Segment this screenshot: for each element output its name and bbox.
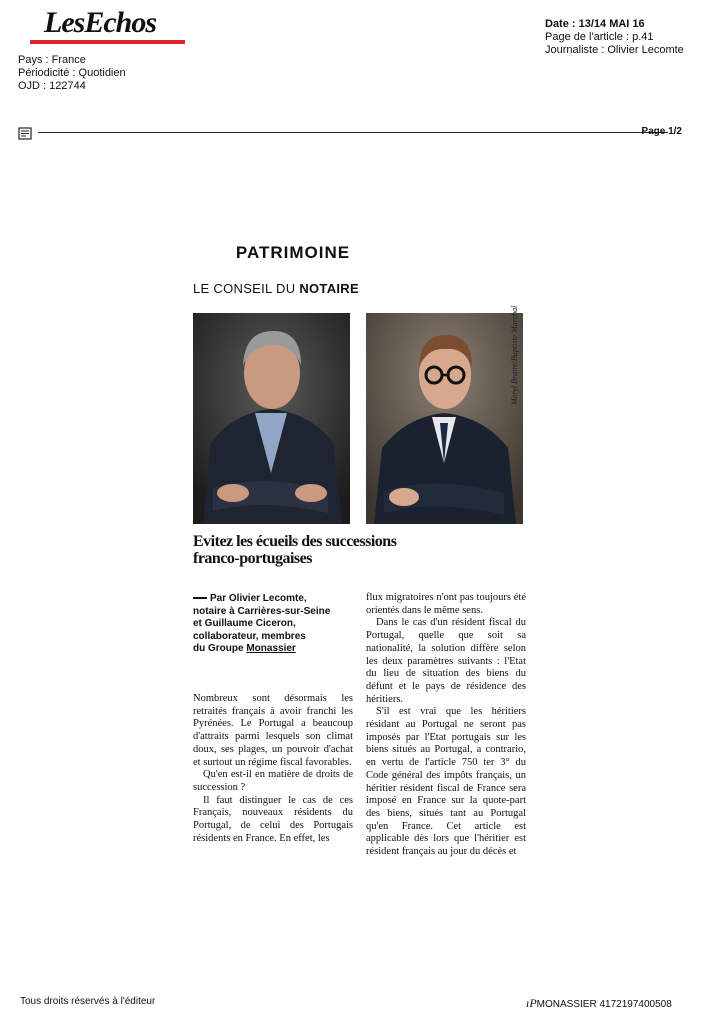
portrait-illustration-2 [366,313,523,524]
byline [193,593,353,656]
article-page: Page de l'article : p.41 [545,31,654,43]
publication-logo [22,8,187,48]
headline-line-1: Evitez les écueils des successions [193,533,397,550]
paragraph: Nombreux sont désormais les retraités français à avoir franchi les Pyrénées. Le Portugal a beaucoup d'attraits parmi lesquels son climat doux, ses plages, un pouvoir d'achat et surtout un régime fiscal favorables. [193,693,353,768]
byline-line [193,643,353,656]
byline-text: du Groupe [193,643,247,654]
byline-dash [193,597,207,599]
byline-line [193,593,353,606]
article-meta [545,18,684,57]
article-date: Date : 13/14 MAI 16 [545,18,645,30]
paragraph: Qu'en est-il en matière de droits de succession ? [193,769,353,793]
reference-number: MONASSIER 4172197400508 [536,999,672,1010]
byline-text: Par Olivier Lecomte, [210,593,307,604]
subsection-title [193,281,359,296]
article-column-2 [366,592,526,859]
byline-line: notaire à Carrières-sur-Seine [193,605,331,617]
subsection-strong: NOTAIRE [299,281,359,296]
footer-reference [526,996,672,1011]
horizontal-rule [38,132,668,133]
paragraph: Dans le cas d'un résident fiscal du Portugal, quelle que soit sa nationalité, la solution diffère selon les deux paramètres suivants : l'Etat du lieu de situation des biens du défunt et le pays de résidence des héritiers. [366,617,526,705]
page-number: Page 1/2 [641,126,682,137]
author-photo-1 [193,313,350,524]
document-icon [18,127,32,140]
logo-underline [30,40,185,44]
page-rule [18,126,698,142]
publication-meta [18,54,126,93]
ojd: OJD : 122744 [18,80,86,92]
monassier-mark-icon: ıP [526,996,537,1010]
section-title: PATRIMOINE [235,243,351,262]
paragraph: S'il est vrai que les héritiers résidant au Portugal ne seront pas imposés par l'Etat portugais sur les biens situés au Portugal, a contrario, en vertu de l'article 750 ter 3° du Code général des impôts français, un héritier résident fiscal de France sera imposé en France sur la quote-part des biens, situés tant au Portugal qu'en France. Cet article est applicable dès lors que l'héritier est résident français au jour du décès et [366,706,526,858]
paragraph: Il faut distinguer le cas de ces Français, nouveaux résidents du Portugal, de celui des Portugais résidents en France. En effet, les [193,794,353,844]
subsection-prefix: LE CONSEIL DU [193,281,300,296]
headline-line-2: franco-portugaises [193,550,312,567]
author-photo-2 [366,313,523,524]
footer-rights: Tous droits réservés à l'éditeur [20,996,156,1007]
byline-line: et Guillaume Ciceron, [193,618,296,629]
article-column-1 [193,693,353,845]
byline-line: collaborateur, membres [193,630,306,642]
article-headline [193,533,523,567]
logo-text: LesEchos [44,6,156,39]
journalist: Journaliste : Olivier Lecomte [545,44,684,56]
group-link: Monassier [246,643,296,654]
portrait-illustration-1 [193,313,350,524]
paragraph: flux migratoires n'ont pas toujours été orientés dans le même sens. [366,592,526,616]
photo-credit: Meryl Braire/Baptiste Marchal [510,305,519,405]
country: Pays : France [18,54,86,66]
periodicity: Périodicité : Quotidien [18,67,126,79]
